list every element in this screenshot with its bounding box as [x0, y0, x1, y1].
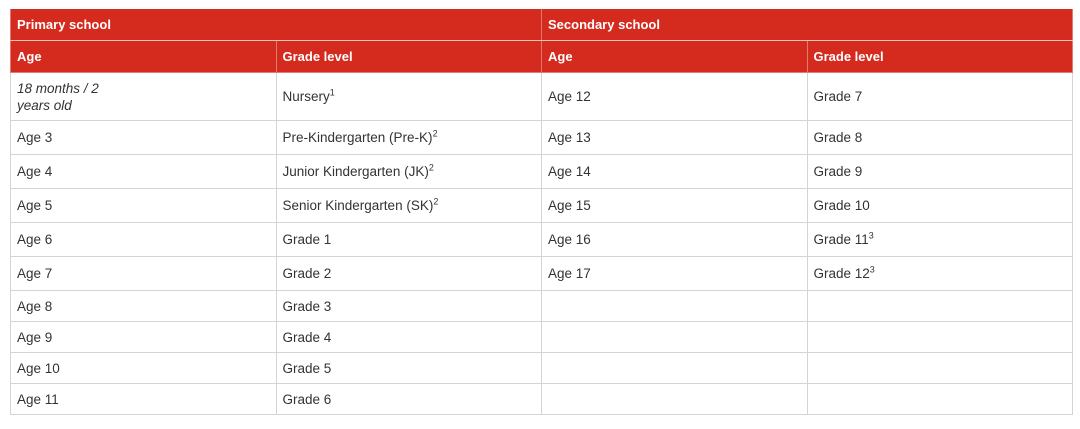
primary-grade-column-header: Grade level: [276, 41, 542, 73]
secondary-grade-cell: Grade $12^3$: [807, 257, 1073, 291]
secondary-age-cell: Age 15: [542, 189, 808, 223]
primary-age-cell: Age 4: [11, 155, 277, 189]
primary-grade-cell: Grade 6: [276, 384, 542, 415]
primary-grade-cell: Grade 4: [276, 322, 542, 353]
primary-grade-cell: Grade 2: [276, 257, 542, 291]
group-header-row: [11, 9, 1073, 41]
school-grade-table: [10, 9, 1073, 415]
secondary-age-cell: [542, 322, 808, 353]
primary-age-cell: Age 9: [11, 322, 277, 353]
secondary-age-cell: Age 12: [542, 73, 808, 121]
table-row: [11, 73, 1073, 121]
primary-age-cell: Age 5: [11, 189, 277, 223]
primary-grade-cell: Junior Kindergarten (JK)$^2$: [276, 155, 542, 189]
primary-grade-cell: Grade 5: [276, 353, 542, 384]
secondary-age-cell: Age 14: [542, 155, 808, 189]
secondary-age-cell: [542, 353, 808, 384]
table-row: [11, 322, 1073, 353]
table-row: [11, 223, 1073, 257]
column-header-row: [11, 41, 1073, 73]
secondary-age-column-header: Age: [542, 41, 808, 73]
school-grade-table-container: [10, 9, 1072, 415]
primary-age-cell: Age 8: [11, 291, 277, 322]
primary-age-cell: Age 6: [11, 223, 277, 257]
secondary-school-header: Secondary school: [542, 9, 1073, 41]
primary-grade-cell: Nursery$^1$: [276, 73, 542, 121]
secondary-grade-cell: [807, 353, 1073, 384]
footnote-marker: 3: [869, 264, 875, 275]
primary-age-column-header: Age: [11, 41, 277, 73]
secondary-grade-cell: Grade 8: [807, 121, 1073, 155]
secondary-age-cell: [542, 384, 808, 415]
primary-school-header: Primary school: [11, 9, 542, 41]
secondary-age-cell: Age 17: [542, 257, 808, 291]
primary-age-cell: Age 7: [11, 257, 277, 291]
table-row: [11, 291, 1073, 322]
table-row: [11, 155, 1073, 189]
secondary-grade-cell: Grade 9: [807, 155, 1073, 189]
primary-grade-cell: Grade 1: [276, 223, 542, 257]
secondary-grade-cell: Grade 10: [807, 189, 1073, 223]
primary-age-cell: Age 3: [11, 121, 277, 155]
secondary-grade-cell: [807, 291, 1073, 322]
footnote-marker: 1: [329, 87, 335, 98]
secondary-age-cell: Age 16: [542, 223, 808, 257]
primary-age-cell: 18 months / 2 years old: [11, 73, 277, 121]
primary-age-cell: Age 10: [11, 353, 277, 384]
table-row: [11, 121, 1073, 155]
table-row: [11, 189, 1073, 223]
footnote-marker: 2: [428, 162, 434, 173]
secondary-grade-column-header: Grade level: [807, 41, 1073, 73]
primary-grade-cell: Senior Kindergarten (SK)$^2$: [276, 189, 542, 223]
footnote-marker: 2: [433, 196, 439, 207]
secondary-age-cell: [542, 291, 808, 322]
table-row: [11, 384, 1073, 415]
secondary-age-cell: Age 13: [542, 121, 808, 155]
primary-grade-cell: Pre-Kindergarten $(Pre-K)^2$: [276, 121, 542, 155]
table-row: [11, 257, 1073, 291]
table-row: [11, 353, 1073, 384]
footnote-marker: 2: [432, 128, 438, 139]
secondary-grade-cell: Grade $11^3$: [807, 223, 1073, 257]
secondary-grade-cell: [807, 384, 1073, 415]
footnote-marker: 3: [868, 230, 874, 241]
primary-age-cell: Age 11: [11, 384, 277, 415]
secondary-grade-cell: [807, 322, 1073, 353]
secondary-grade-cell: Grade 7: [807, 73, 1073, 121]
primary-grade-cell: Grade 3: [276, 291, 542, 322]
